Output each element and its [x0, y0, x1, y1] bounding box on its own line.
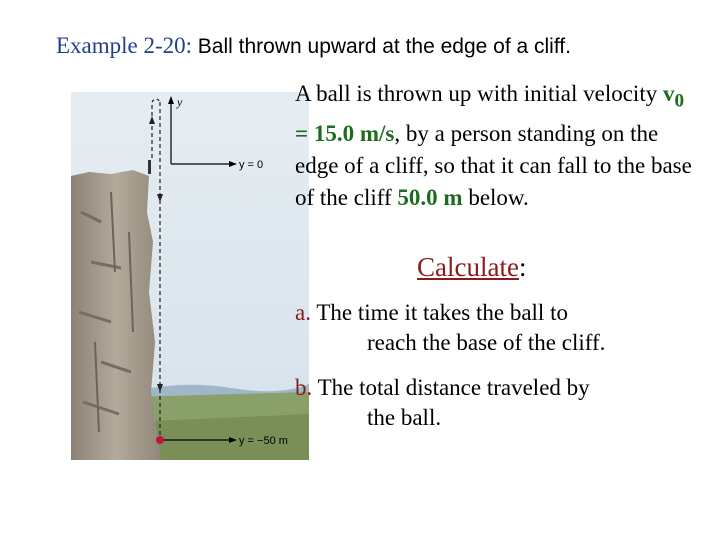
person	[148, 160, 151, 174]
question-line-2: reach the base of the cliff.	[367, 330, 606, 355]
cliff-figure	[71, 92, 309, 460]
velocity-value: $v_0 = 15.0$ m/s	[295, 81, 685, 146]
question-letter: b.	[295, 375, 313, 400]
problem-text-1: A ball is thrown up with initial velocity	[295, 81, 663, 106]
distance-value: 50.0 m	[397, 184, 463, 210]
question-line-1: The total distance traveled by	[317, 375, 590, 400]
calculate-word: Calculate	[417, 252, 519, 282]
label-y-zero: y = 0	[239, 159, 264, 171]
ball	[156, 436, 164, 444]
problem-statement	[295, 78, 695, 214]
question-b	[295, 373, 590, 433]
question-line-2: the ball.	[367, 405, 442, 430]
problem-text-2: , by a person standing on the edge of a cliff, so that it can fall to the base of the cliff	[295, 120, 692, 210]
question-a	[295, 298, 605, 358]
slide-title	[56, 30, 571, 63]
question-letter: a.	[295, 300, 311, 325]
axis-label-y: y	[177, 95, 183, 109]
calculate-heading: Calculate:	[417, 252, 527, 282]
label-y-bottom: y = −50 m	[239, 435, 288, 447]
question-line-1: The time it takes the ball to	[316, 300, 568, 325]
problem-text-3: below.	[462, 184, 529, 210]
example-description: Ball thrown upward at the edge of a cliff.	[197, 35, 571, 58]
example-label: Example 2-20:	[56, 33, 193, 58]
